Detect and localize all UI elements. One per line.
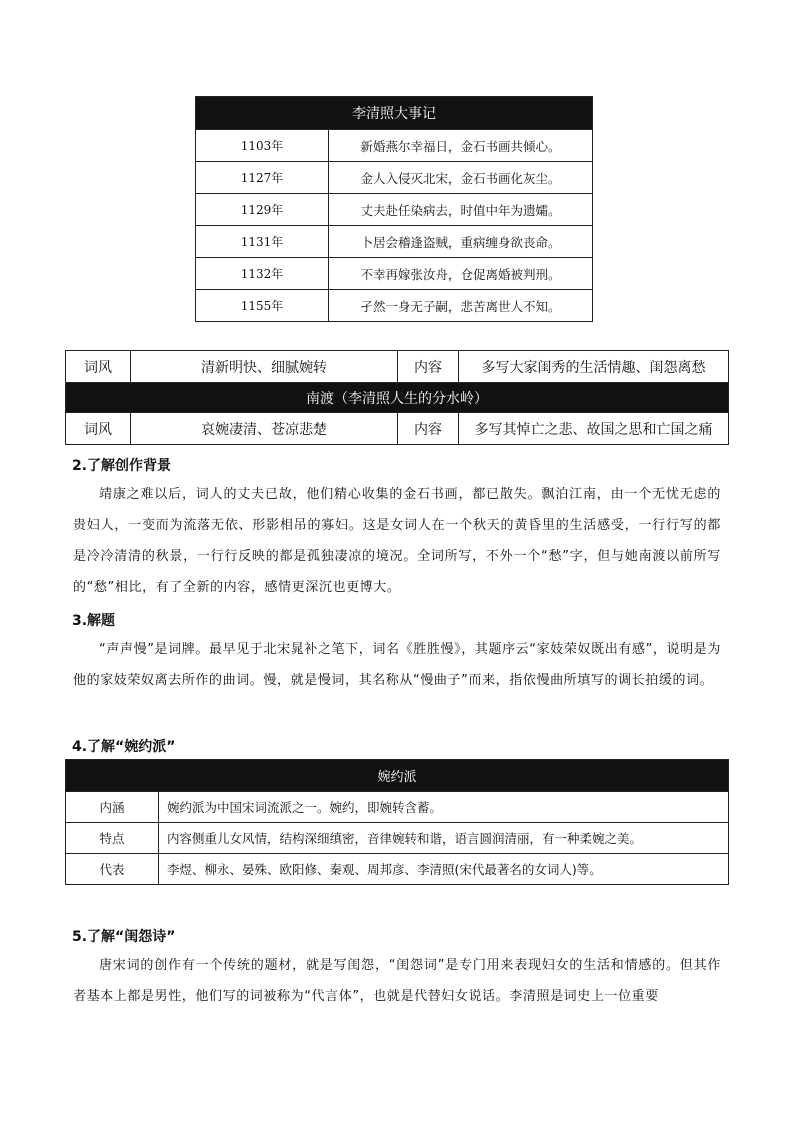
event-cell: 不幸再嫁张汝舟，仓促离婚被判刑。 [329, 258, 593, 290]
event-cell: 卜居会稽逢盗贼，重病缠身欲丧命。 [329, 226, 593, 258]
section-heading: 3.解题 [72, 613, 116, 629]
timeline-title: 李清照大事记 [196, 97, 593, 130]
event-cell: 孑然一身无子嗣，悲苦离世人不知。 [329, 290, 593, 322]
value-cell: 婉约派为中国宋词流派之一。婉约，即婉转含蓄。 [159, 792, 729, 823]
wanyue-title: 婉约派 [66, 760, 729, 792]
section-heading: 4.了解“婉约派” [72, 739, 176, 755]
paragraph: 唐宋词的创作有一个传统的题材，就是写闺怨，“闺怨词”是专门用来表现妇女的生活和情感的。但其作者基本上都是男性，他们写的词被称为“代言体”，也就是代替妇女说话。李清照是词史上一位重要 [73, 958, 721, 1004]
table-row [66, 854, 729, 885]
year-cell: 1103年 [196, 130, 329, 162]
label-cell: 内容 [398, 413, 459, 445]
event-cell: 金人入侵灭北宋，金石书画化灰尘。 [329, 162, 593, 194]
table-row [196, 130, 593, 162]
label-cell: 代表 [66, 854, 159, 885]
year-cell: 1131年 [196, 226, 329, 258]
value-cell: 李煜、柳永、晏殊、欧阳修、秦观、周邦彦、李清照(宋代最著名的女词人)等。 [159, 854, 729, 885]
year-cell: 1129年 [196, 194, 329, 226]
label-cell: 词风 [66, 413, 131, 445]
label-cell: 内容 [398, 351, 459, 383]
value-cell: 清新明快、细腻婉转 [131, 351, 398, 383]
table-row [66, 823, 729, 854]
label-cell: 特点 [66, 823, 159, 854]
table-row [196, 226, 593, 258]
table-row [196, 194, 593, 226]
value-cell: 多写大家闺秀的生活情趣、闺怨离愁 [459, 351, 729, 383]
style-table [65, 350, 729, 445]
paragraph: 靖康之难以后，词人的丈夫已故，他们精心收集的金石书画，都已散失。飘泊江南，由一个无忧无虑的贵妇人，一变而为流落无依、形影相吊的寡妇。这是女词人在一个秋天的黄昏里的生活感受，一行行写的都是冷冷清清的秋景，一行行反映的都是孤独凄凉的境况。全词所写，不外一个“愁”字，但与她南渡以前所写的“愁”相比，有了全新的内容，感情更深沉也更博大。 [73, 487, 721, 595]
section-heading: 5.了解“闺怨诗” [72, 929, 176, 945]
year-cell: 1155年 [196, 290, 329, 322]
paragraph: “声声慢”是词牌。最早见于北宋晁补之笔下，词名《胜胜慢》，其题序云“家妓荣奴既出有感”，说明是为他的家妓荣奴离去所作的曲词。慢，就是慢词，其名称从“慢曲子”而来，指依慢曲所填写的调长拍缓的词。 [73, 642, 721, 688]
value-cell: 内容侧重儿女风情，结构深细缜密，音律婉转和谐，语言圆润清丽，有一种柔婉之美。 [159, 823, 729, 854]
wanyue-table [65, 759, 729, 885]
year-cell: 1127年 [196, 162, 329, 194]
table-row [66, 792, 729, 823]
table-row [196, 290, 593, 322]
event-cell: 新婚燕尔幸福日，金石书画共倾心。 [329, 130, 593, 162]
table-row [66, 413, 729, 445]
timeline-table [195, 96, 593, 322]
table-row [196, 258, 593, 290]
label-cell: 内涵 [66, 792, 159, 823]
table-row [196, 162, 593, 194]
section-heading: 2.了解创作背景 [72, 458, 172, 474]
table-row [66, 351, 729, 383]
value-cell: 哀婉凄清、苍凉悲楚 [131, 413, 398, 445]
event-cell: 丈夫赴任染病去，时值中年为遗孀。 [329, 194, 593, 226]
divider-row: 南渡（李清照人生的分水岭） [66, 383, 729, 413]
label-cell: 词风 [66, 351, 131, 383]
value-cell: 多写其悼亡之悲、故国之思和亡国之痛 [459, 413, 729, 445]
year-cell: 1132年 [196, 258, 329, 290]
